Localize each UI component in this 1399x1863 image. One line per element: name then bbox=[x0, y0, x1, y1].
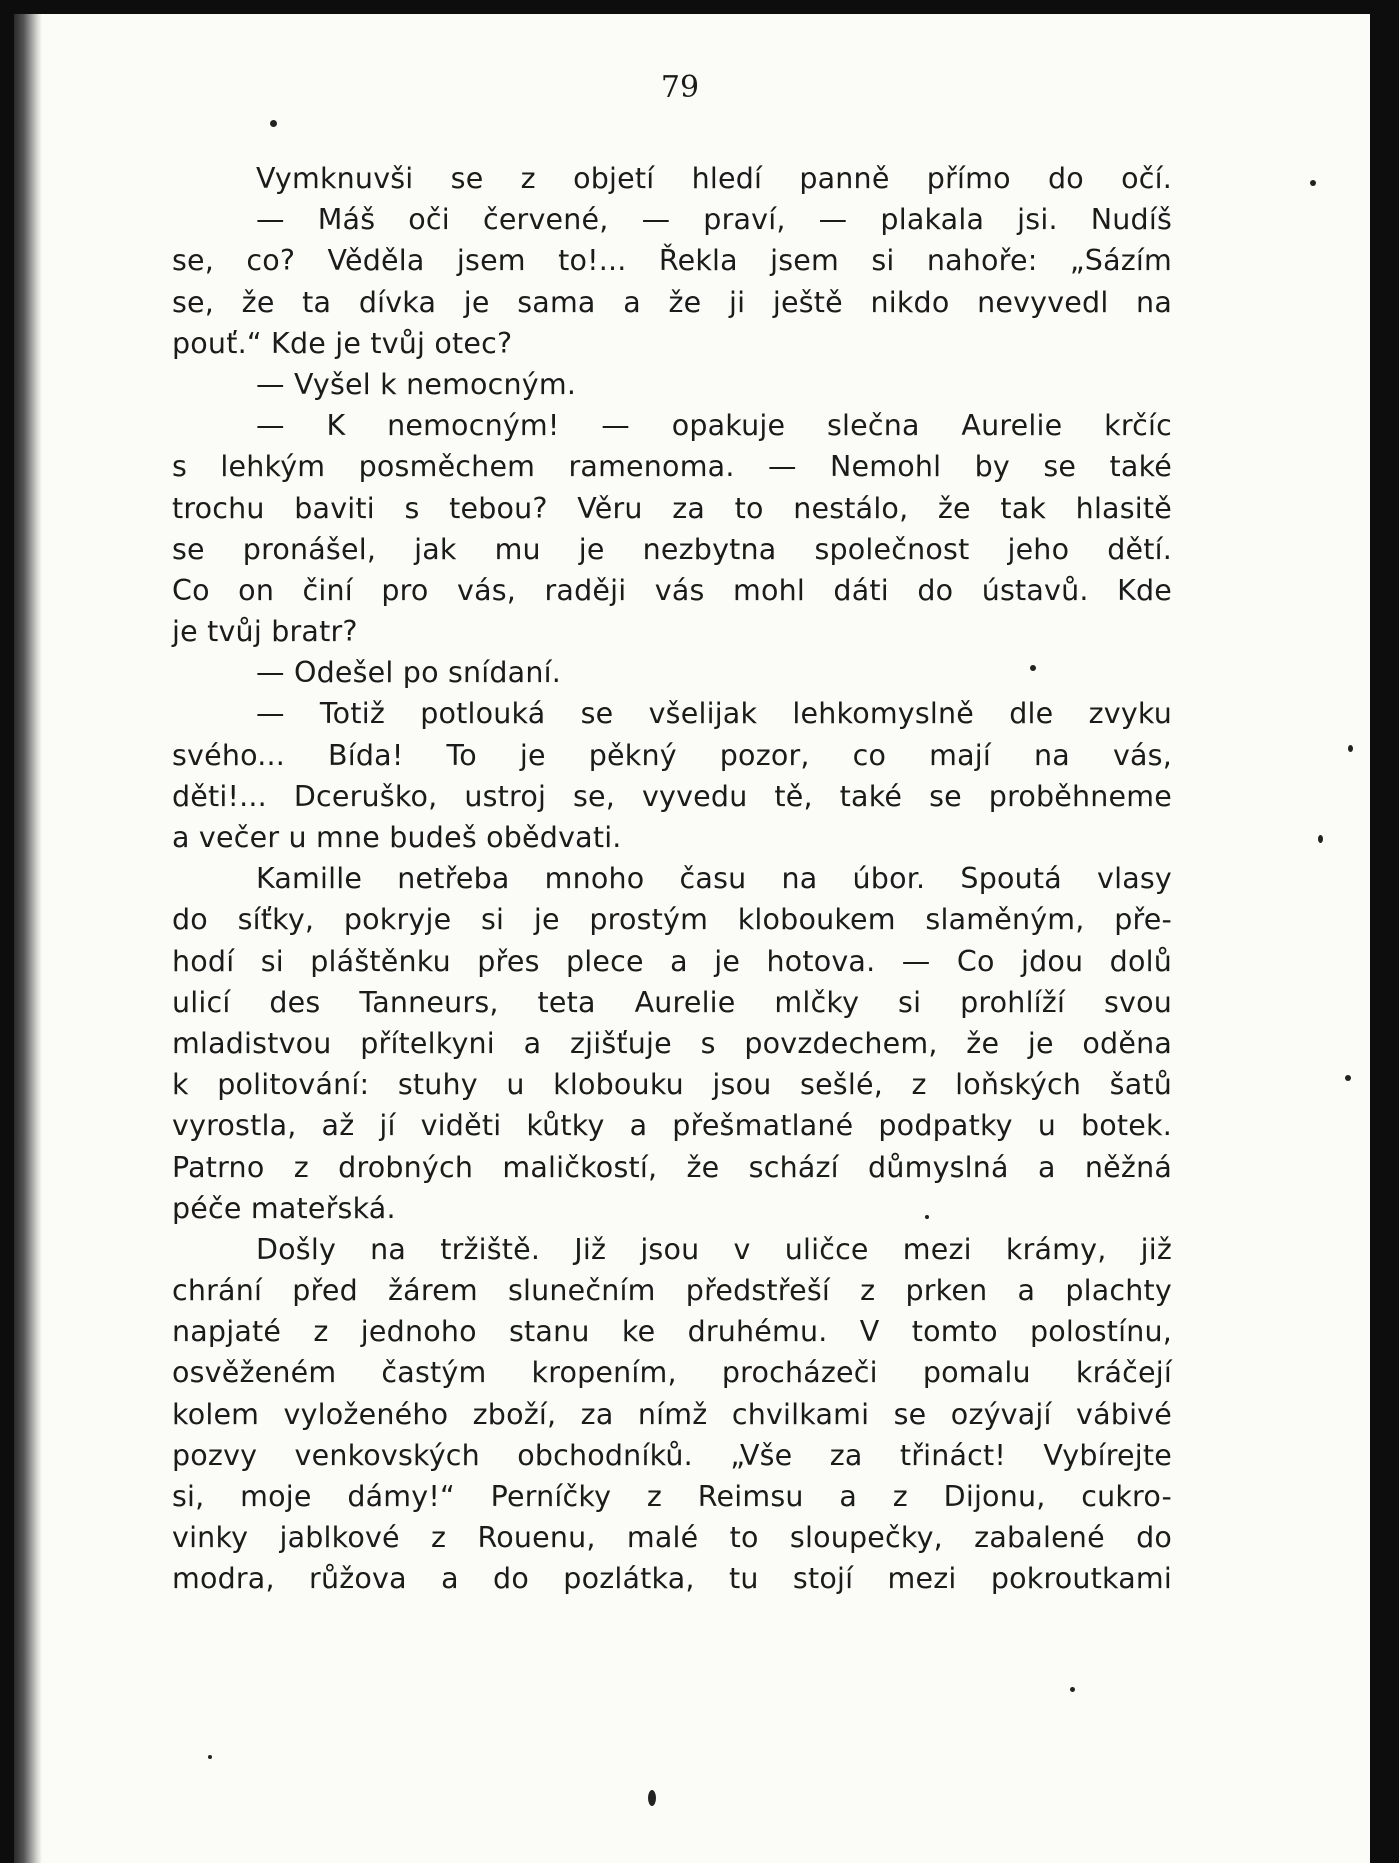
text-line: osvěženém častým kropením, procházeči pomalu kráčejí bbox=[172, 1356, 1172, 1390]
scan-speck bbox=[1348, 745, 1353, 752]
text-line: Došly na tržiště. Již jsou v uličce mezi krámy, již bbox=[256, 1232, 1172, 1266]
scan-speck bbox=[1318, 835, 1323, 843]
scan-speck bbox=[1310, 180, 1316, 186]
scan-speck bbox=[1345, 1075, 1351, 1081]
text-line: péče mateřská. bbox=[172, 1191, 396, 1225]
text-line: vinky jablkové z Rouenu, malé to sloupečky, zabalené do bbox=[172, 1521, 1172, 1555]
text-line: kolem vyloženého zboží, za nímž chvilkami se ozývají vábivé bbox=[172, 1397, 1172, 1431]
text-line: pozvy venkovských obchodníků. „Vše za třináct! Vybírejte bbox=[172, 1438, 1172, 1472]
text-line: modra, růžova a do pozlátka, tu stojí mezi pokroutkami bbox=[172, 1562, 1172, 1596]
text-line: — Odešel po snídaní. bbox=[256, 656, 561, 690]
scan-speck bbox=[1070, 1687, 1075, 1692]
text-line: hodí si pláštěnku přes plece a je hotova. — Co jdou dolů bbox=[172, 944, 1172, 978]
text-line: se, co? Věděla jsem to!... Řekla jsem si nahoře: „Sázím bbox=[172, 244, 1172, 278]
text-line: — Vyšel k nemocným. bbox=[256, 367, 577, 401]
scan-speck bbox=[208, 1755, 212, 1759]
text-line: je tvůj bratr? bbox=[172, 615, 358, 649]
body-text bbox=[172, 158, 1172, 1600]
text-line: se pronášel, jak mu je nezbytna společnost jeho dětí. bbox=[172, 532, 1172, 566]
text-line: pouť.“ Kde je tvůj otec? bbox=[172, 326, 513, 360]
text-line: mladistvou přítelkyni a zjišťuje s povzdechem, že je oděna bbox=[172, 1026, 1172, 1060]
text-line: ulicí des Tanneurs, teta Aurelie mlčky si prohlíží svou bbox=[172, 985, 1172, 1019]
text-line: děti!... Dceruško, ustroj se, vyvedu tě, také se proběhneme bbox=[172, 779, 1172, 813]
scan-speck bbox=[648, 1790, 656, 1806]
text-line: a večer u mne budeš obědvati. bbox=[172, 821, 622, 854]
text-line: Vymknuvši se z objetí hledí panně přímo do očí. bbox=[256, 162, 1172, 195]
text-line: trochu baviti s tebou? Věru za to nestálo, že tak hlasitě bbox=[172, 491, 1172, 525]
text-line: Kamille netřeba mnoho času na úbor. Spoutá vlasy bbox=[256, 862, 1172, 896]
text-line: — Totiž potlouká se všelijak lehkomyslně dle zvyku bbox=[256, 697, 1172, 731]
page-number: 79 bbox=[660, 70, 700, 105]
scan-speck bbox=[925, 1215, 929, 1219]
text-line: s lehkým posměchem ramenoma. — Nemohl by se také bbox=[172, 450, 1172, 484]
text-line: si, moje dámy!“ Perníčky z Reimsu a z Dijonu, cukro- bbox=[172, 1480, 1172, 1513]
text-line: Co on činí pro vás, raději vás mohl dáti do ústavů. Kde bbox=[172, 573, 1172, 607]
text-line: vyrostla, až jí viděti kůtky a přešmatlané podpatky u botek. bbox=[172, 1109, 1172, 1143]
text-line: do síťky, pokryje si je prostým kloboukem slaměným, pře- bbox=[172, 903, 1172, 937]
text-line: — Máš oči červené, — praví, — plakala jsi. Nudíš bbox=[256, 203, 1172, 237]
text-line: napjaté z jednoho stanu ke druhému. V tomto polostínu, bbox=[172, 1315, 1172, 1349]
scan-edge-shadow bbox=[14, 14, 42, 1863]
text-line: se, že ta dívka je sama a že ji ještě nikdo nevyvedl na bbox=[172, 285, 1172, 319]
text-line: k politování: stuhy u klobouku jsou sešlé, z loňských šatů bbox=[172, 1068, 1172, 1102]
text-line: Patrno z drobných maličkostí, že schází důmyslná a něžná bbox=[172, 1150, 1172, 1184]
text-line: svého... Bída! To je pěkný pozor, co mají na vás, bbox=[172, 738, 1172, 772]
scan-speck bbox=[1030, 665, 1036, 671]
text-line: — K nemocným! — opakuje slečna Aurelie krčíc bbox=[256, 409, 1172, 443]
text-line: chrání před žárem slunečním předstřeší z prken a plachty bbox=[172, 1274, 1172, 1308]
scan-speck bbox=[270, 120, 277, 127]
